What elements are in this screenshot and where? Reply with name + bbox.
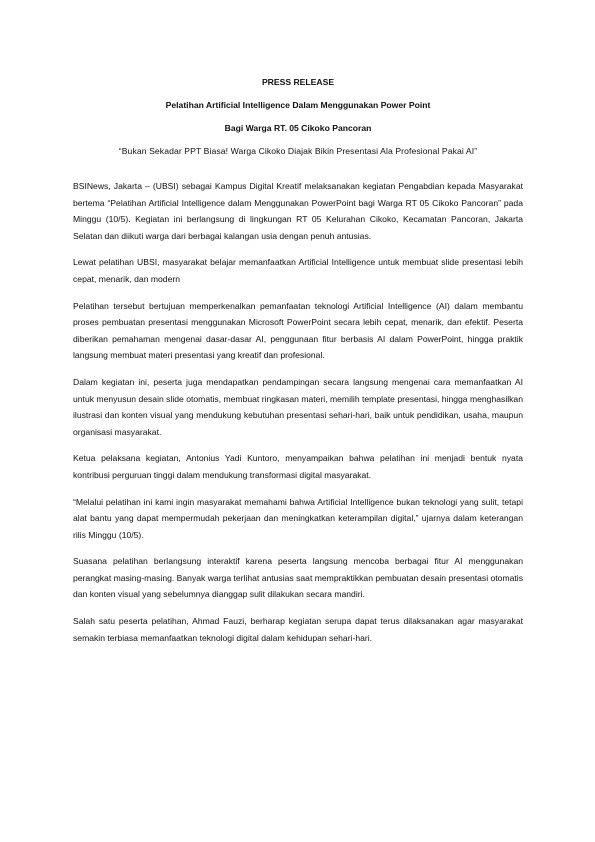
paragraph: Lewat pelatihan UBSI, masyarakat belajar memanfaatkan Artificial Intelligence untuk membuat slide presentasi lebih cepat, menarik, dan modern bbox=[73, 257, 523, 284]
paragraph: BSINews, Jakarta – (UBSI) sebagai Kampus Digital Kreatif melaksanakan kegiatan Pengabdian kepada Masyarakat bertema “Pelatihan Artificial Intelligence dalam Menggunakan PowerPoint bagi Warga RT 05 Cikoko Pancoran” pada Minggu (10/5). Kegiatan ini berlangsung di lingkungan RT 05 Kelurahan Cikoko, Kecamatan Pancoran, Jakarta Selatan dan diikuti warga dari berbagai kalangan usia dengan penuh antusias. bbox=[73, 181, 523, 241]
paragraph: Dalam kegiatan ini, peserta juga mendapatkan pendampingan secara langsung mengenai cara memanfaatkan AI untuk menyusun desain slide otomatis, membuat ringkasan materi, memilih template presentasi, hingga menghasilkan ilustrasi dan konten visual yang mendukung kebutuhan presentasi sehari-hari, baik untuk pendidikan, usaha, maupun organisasi masyarakat. bbox=[73, 376, 523, 437]
document-header bbox=[73, 76, 523, 158]
paragraph: “Melalui pelatihan ini kami ingin masyarakat memahami bahwa Artificial Intelligence bukan teknologi yang sulit, tetapi alat bantu yang dapat mempermudah pekerjaan dan meningkatkan keterampilan digital,” ujarnya dalam keterangan rilis Minggu (10/5). bbox=[73, 496, 523, 540]
paragraph: Salah satu peserta pelatihan, Ahmad Fauzi, berharap kegiatan serupa dapat terus dilaksanakan agar masyarakat semakin terbiasa memanfaatkan teknologi digital dalam kehidupan sehari-hari. bbox=[73, 616, 523, 643]
event-title: Pelatihan Artificial Intelligence Dalam Menggunakan Power Point bbox=[165, 100, 431, 110]
tagline: “Bukan Sekadar PPT Biasa! Warga Cikoko Diajak Bikin Presentasi Ala Profesional Pakai AI” bbox=[118, 146, 478, 156]
press-release-title: PRESS RELEASE bbox=[261, 77, 335, 87]
event-audience: Bagi Warga RT. 05 Cikoko Pancoran bbox=[224, 123, 372, 133]
document-body bbox=[73, 178, 523, 646]
paragraph: Suasana pelatihan berlangsung interaktif karena peserta langsung mencoba berbagai fitur AI menggunakan perangkat masing-masing. Banyak warga terlihat antusias saat mempraktikkan pembuatan desain presentasi otomatis dan konten visual yang sebelumnya dianggap sulit dilakukan secara mandiri. bbox=[73, 556, 523, 600]
paragraph: Ketua pelaksana kegiatan, Antonius Yadi Kuntoro, menyampaikan bahwa pelatihan ini menjadi bentuk nyata kontribusi perguruan tinggi dalam mendukung transformasi digital masyarakat. bbox=[73, 453, 523, 480]
paragraph: Pelatihan tersebut bertujuan memperkenalkan pemanfaatan teknologi Artificial Intelligence (AI) dalam membantu proses pembuatan presentasi menggunakan Microsoft PowerPoint secara lebih cepat, menarik, dan efektif. Peserta diberikan pemahaman mengenai dasar-dasar AI, penggunaan fitur berbasis AI dalam PowerPoint, hingga praktik langsung membuat materi presentasi yang kreatif dan profesional. bbox=[73, 300, 523, 361]
